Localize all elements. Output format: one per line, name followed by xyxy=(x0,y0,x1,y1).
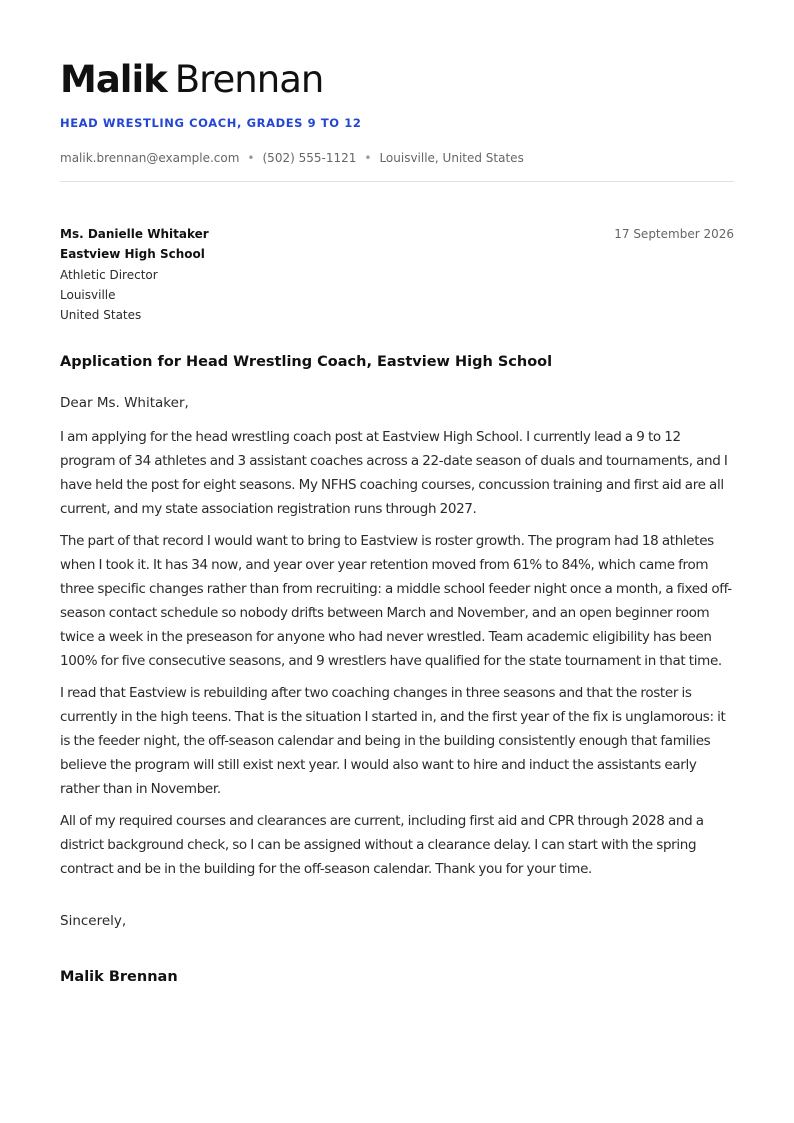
body-paragraph: I read that Eastview is rebuilding after two coaching changes in three seasons and that the roster is currently in the high teens. That is the situation I started in, and the first year of the fix is unglamorous: it is the feeder night, the off-season calendar and being in the building consistently enough that families believe the program will still exist next year. I would also want to hire and induct the assistants early rather than in November. xyxy=(60,685,726,797)
letter-signature: Malik Brennan xyxy=(60,969,178,985)
letter-date: 17 September 2026 xyxy=(614,227,734,241)
contact-separator: • xyxy=(247,151,255,165)
letter-body xyxy=(60,425,734,881)
recipient-title: Athletic Director xyxy=(60,267,158,282)
body-paragraph: All of my required courses and clearances are current, including first aid and CPR through 2028 and a district background check, so I can be assigned without a clearance delay. I can start with the spring contract and be in the building for the off-season calendar. Thank you for your time. xyxy=(60,813,704,877)
recipient-country: United States xyxy=(60,308,142,323)
letter-closing: Sincerely, xyxy=(60,913,127,929)
letter-greeting: Dear Ms. Whitaker, xyxy=(60,395,189,411)
applicant-last-name: Brennan xyxy=(174,58,324,101)
applicant-name xyxy=(60,58,734,102)
header-divider xyxy=(60,181,734,182)
recipient-name: Ms. Danielle Whitaker xyxy=(60,227,209,241)
applicant-role: HEAD WRESTLING COACH, GRADES 9 TO 12 xyxy=(60,116,362,130)
contact-separator: • xyxy=(364,151,372,165)
contact-phone[interactable]: (502) 555-1121 xyxy=(262,151,357,165)
address-block xyxy=(60,224,734,324)
recipient-city: Louisville xyxy=(60,287,116,302)
contact-location: Louisville, United States xyxy=(379,151,524,165)
contact-line xyxy=(60,150,734,166)
recipient-organization: Eastview High School xyxy=(60,247,205,262)
body-paragraph: The part of that record I would want to bring to Eastview is roster growth. The program had 18 athletes when I took it. It has 34 now, and year over year retention moved from 61% to 84%, which came from three specific changes rather than from recruiting: a middle school feeder night once a month, a fixed off-season contact schedule so nobody drifts between March and November, and an open beginner room twice a week in the preseason for anyone who had never wrestled. Team academic eligibility has been 100% for five consecutive seasons, and 9 wrestlers have qualified for the state tournament in that time. xyxy=(60,533,732,669)
letter-subject: Application for Head Wrestling Coach, Eastview High School xyxy=(60,354,553,370)
contact-email[interactable]: malik.brennan@example.com xyxy=(60,151,240,165)
applicant-first-name: Malik xyxy=(60,58,167,101)
body-paragraph: I am applying for the head wrestling coach post at Eastview High School. I currently lead a 9 to 12 program of 34 athletes and 3 assistant coaches across a 22-date season of duals and tournaments, and I have held the post for eight seasons. My NFHS coaching courses, concussion training and first aid are all current, and my state association registration runs through 2027. xyxy=(60,429,728,517)
